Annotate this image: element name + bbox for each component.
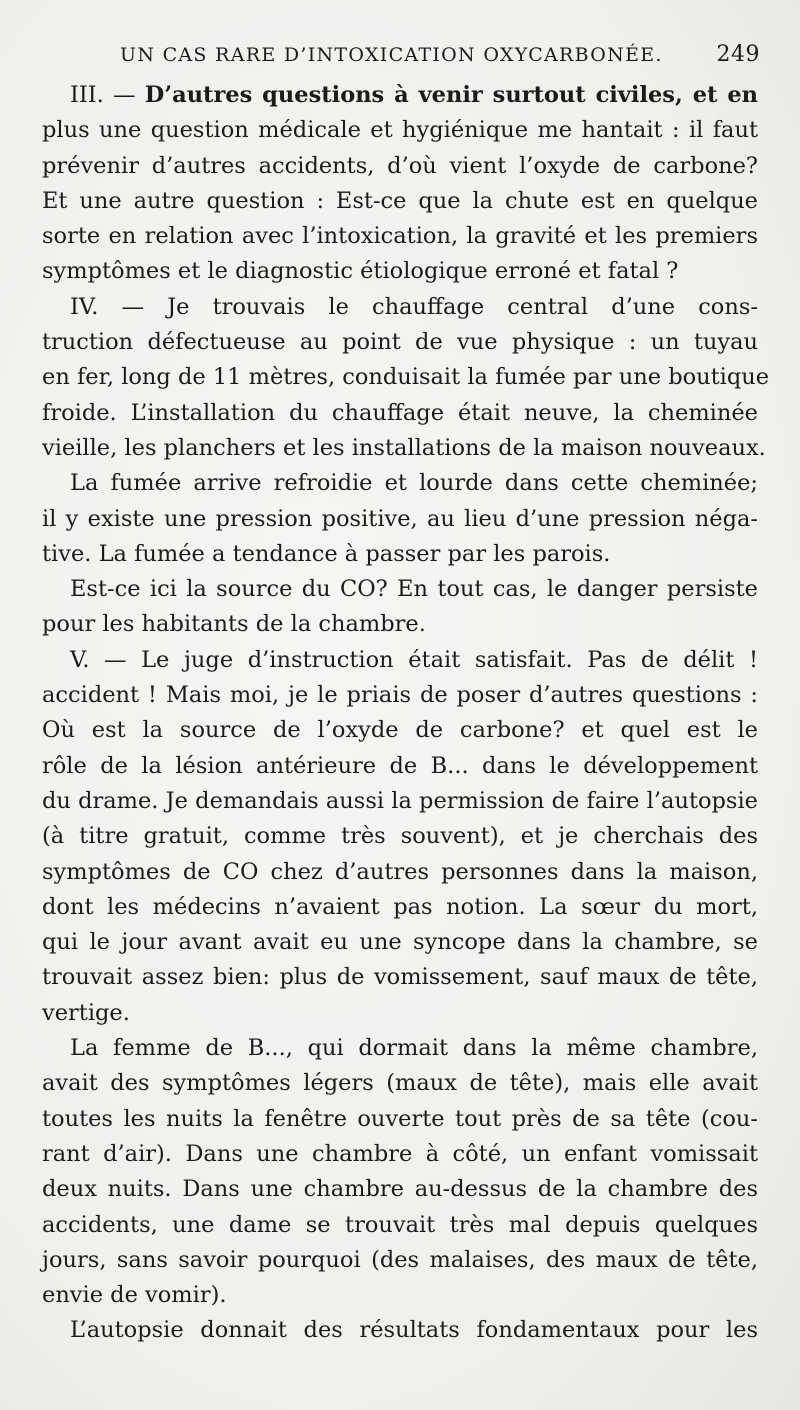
text-line: dont les médecins n’avaient pas notion. La sœur du mort, <box>42 893 758 920</box>
text-line: La femme de B..., qui dormait dans la même chambre, <box>70 1035 758 1062</box>
text-line: rant d’air). Dans une chambre à côté, un enfant vomissait <box>42 1140 758 1167</box>
text-line: truction défectueuse au point de vue physique : un tuyau <box>42 329 758 356</box>
section-label: III. — <box>70 82 136 108</box>
text-line: L’autopsie donnait des résultats fondamentaux pour les <box>70 1317 758 1344</box>
text-line: accident ! Mais moi, je le priais de poser d’autres questions : <box>42 682 758 709</box>
text-line: du drame. Je demandais aussi la permission de faire l’autopsie <box>42 787 758 814</box>
text-line: rôle de la lésion antérieure de B... dans le développement <box>42 752 758 779</box>
text-line: en fer, long de 11 mètres, conduisait la fumée par une boutique <box>42 364 770 391</box>
text-line: tive. La fumée a tendance à passer par les parois. <box>42 540 611 567</box>
text-line: Est-ce ici la source du CO? En tout cas, le danger persiste <box>70 576 758 603</box>
running-header <box>40 36 760 76</box>
text-line: avait des symptômes légers (maux de tête), mais elle avait <box>42 1070 758 1097</box>
text-line: pour les habitants de la chambre. <box>42 611 426 638</box>
text-line-content: D’autres questions à venir surtout civiles, et en <box>144 82 758 108</box>
text-line: vertige. <box>42 999 130 1026</box>
text-line: jours, sans savoir pourquoi (des malaises, des maux de tête, <box>42 1246 758 1273</box>
text-line: prévenir d’autres accidents, d’où vient l’oxyde de carbone? <box>42 152 758 179</box>
text-line: envie de vomir). <box>42 1282 227 1309</box>
text-line: toutes les nuits la fenêtre ouverte tout près de sa tête (cou- <box>42 1105 758 1132</box>
text-line: symptômes de CO chez d’autres personnes dans la maison, <box>42 858 758 885</box>
text-line: froide. L’installation du chauffage était neuve, la cheminée <box>42 399 758 426</box>
text-line: deux nuits. Dans une chambre au-dessus de la chambre des <box>42 1176 758 1203</box>
text-line: (à titre gratuit, comme très souvent), et je cherchais des <box>42 823 758 850</box>
text-line: qui le jour avant avait eu une syncope dans la chambre, se <box>42 929 758 956</box>
text-line: vieille, les planchers et les installations de la maison nouveaux. <box>42 434 766 461</box>
text-line: plus une question médicale et hygiénique me hantait : il faut <box>42 117 758 144</box>
page-number: 249 <box>716 42 760 67</box>
text-line: il y existe une pression positive, au lieu d’une pression néga- <box>42 505 758 532</box>
text-line: La fumée arrive refroidie et lourde dans cette cheminée; <box>70 470 758 497</box>
text-line: IV. — Je trouvais le chauffage central d’une cons- <box>70 293 758 320</box>
text-line: accidents, une dame se trouvait très mal depuis quelques <box>42 1211 758 1238</box>
text-line: trouvait assez bien: plus de vomissement, sauf maux de tête, <box>42 964 758 991</box>
header-title: UN CAS RARE D’INTOXICATION OXYCARBONÉE. <box>120 44 663 66</box>
text-line <box>42 78 758 113</box>
body-text <box>42 78 770 1349</box>
text-line: V. — Le juge d’instruction était satisfait. Pas de délit ! <box>70 646 758 673</box>
text-line: sorte en relation avec l’intoxication, la gravité et les premiers <box>42 223 758 250</box>
text-line: Où est la source de l’oxyde de carbone? et quel est le <box>42 717 758 744</box>
text-line: Et une autre question : Est-ce que la chute est en quelque <box>42 187 758 214</box>
text-line: symptômes et le diagnostic étiologique erroné et fatal ? <box>42 258 679 285</box>
